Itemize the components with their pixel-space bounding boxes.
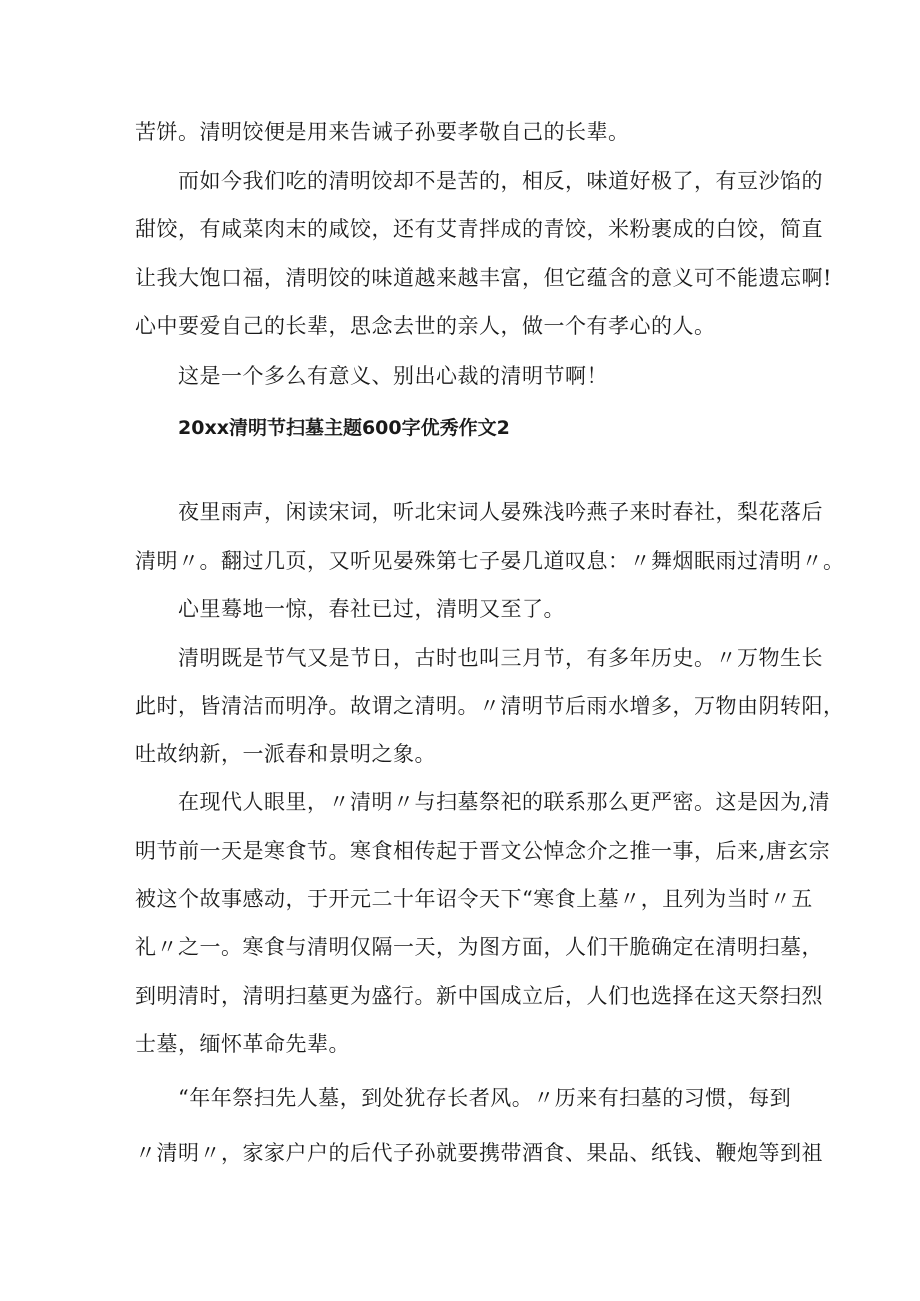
text-line: 被这个故事感动，于开元二十年诏令天下“寒食上墓〃，且列为当时〃五 xyxy=(135,887,813,911)
text-line: 明节前一天是寒食节。寒食相传起于晋文公悼念介之推一事，后来,唐玄宗 xyxy=(135,839,831,863)
section-heading: 20xx清明节扫墓主题600字优秀作文2 xyxy=(178,417,510,439)
text-line: 苦饼。清明饺便是用来告诫子孙要孝敬自己的长辈。 xyxy=(135,120,630,144)
text-line: 〃清明〃，家家户户的后代子孙就要携带酒食、果品、纸钱、鞭炮等到祖 xyxy=(135,1141,823,1165)
text-line: 夜里雨声，闲读宋词，听北宋词人晏殊浅吟燕子来时春社，梨花落后 xyxy=(178,500,823,524)
text-line: 这是一个多么有意义、别出心裁的清明节啊！ xyxy=(178,364,608,388)
text-line: 在现代人眼里，〃清明〃与扫墓祭祀的联系那么更严密。这是因为,清 xyxy=(178,790,831,814)
text-line: 而如今我们吃的清明饺却不是苦的，相反，味道好极了，有豆沙馅的 xyxy=(178,169,823,193)
text-line: 心中要爱自己的长辈，思念去世的亲人，做一个有孝心的人。 xyxy=(135,314,716,338)
text-line: 此时，皆清洁而明净。故谓之清明。〃清明节后雨水增多，万物由阴转阳， xyxy=(135,694,845,718)
text-line: “年年祭扫先人墓，到处犹存长者风。〃历来有扫墓的习惯，每到 xyxy=(178,1086,792,1110)
text-line: 吐故纳新，一派春和景明之象。 xyxy=(135,742,436,766)
text-line: 清明〃。翻过几页，又听见晏殊第七子晏几道叹息：〃舞烟眠雨过清明〃。 xyxy=(135,549,845,573)
text-line: 到明清时，清明扫墓更为盛行。新中国成立后，人们也选择在这天祭扫烈 xyxy=(135,984,823,1008)
text-line: 甜饺，有咸菜肉末的咸饺，还有艾青拌成的青饺，米粉裹成的白饺，简直 xyxy=(135,217,823,241)
text-line: 让我大饱口福，清明饺的味道越来越丰富，但它蕴含的意义可不能遗忘啊! xyxy=(135,266,832,290)
text-line: 士墓，缅怀革命先辈。 xyxy=(135,1032,350,1056)
text-line: 清明既是节气又是节日，古时也叫三月节，有多年历史。〃万物生长 xyxy=(178,646,823,670)
text-line: 礼〃之一。寒食与清明仅隔一天，为图方面，人们干脆确定在清明扫墓， xyxy=(135,935,823,959)
text-line: 心里蓦地一惊，春社已过，清明又至了。 xyxy=(178,597,565,621)
